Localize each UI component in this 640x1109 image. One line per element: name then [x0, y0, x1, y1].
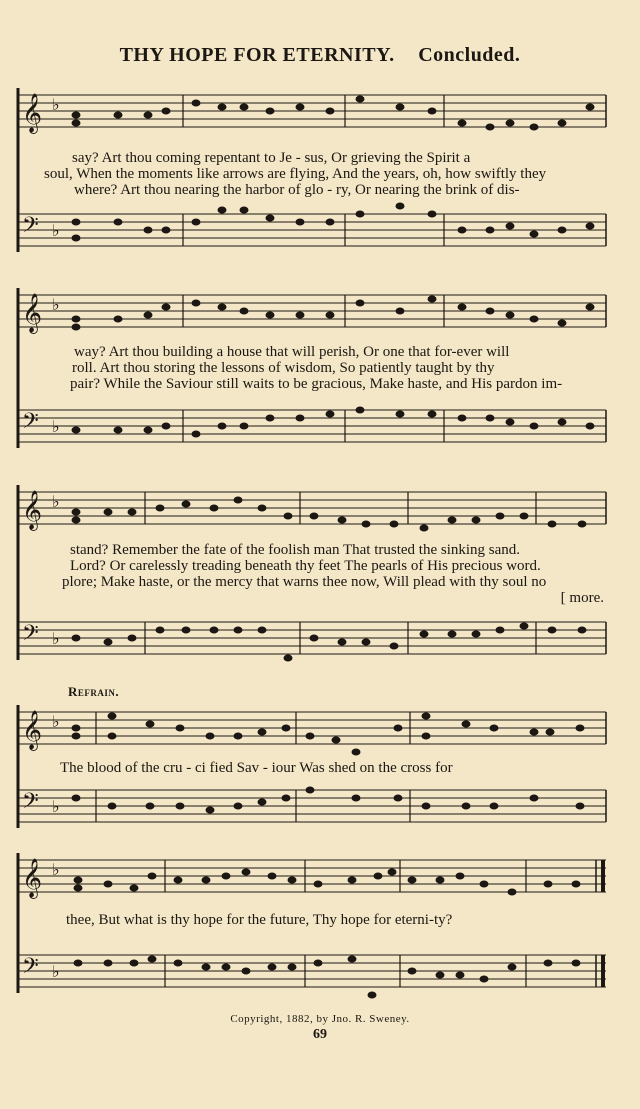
hymn-title: THY HOPE FOR ETERNITY. — [119, 44, 395, 66]
flat-key-signature-icon: ♭ — [52, 712, 60, 731]
lyric-line: pair? While the Saviour still waits to be gracious, Make haste, and His pardon im- — [70, 376, 563, 392]
flat-key-signature-icon: ♭ — [52, 492, 60, 511]
treble-clef-icon: 𝄞 — [22, 710, 43, 750]
flat-key-signature-icon: ♭ — [52, 860, 60, 879]
lyric-line: where? Art thou nearing the harbor of glo - ry, Or nearing the brink of dis- — [74, 182, 520, 198]
refrain-lyric-line: thee, But what is thy hope for the future, Thy hope for eterni-ty? — [66, 912, 453, 928]
lyric-line: way? Art thou building a house that will perish, Or one that for-ever will — [74, 344, 510, 360]
flat-key-signature-icon: ♭ — [52, 629, 60, 648]
flat-key-signature-icon: ♭ — [52, 962, 60, 981]
lyric-line: roll. Art thou storing the lessons of wisdom, So patiently taught by thy — [72, 360, 495, 376]
refrain-lyric-line: The blood of the cru - ci fied Sav - iour Was shed on the cross for — [60, 760, 453, 776]
refrain-label: Refrain. — [68, 684, 120, 699]
page-number: 69 — [313, 1027, 327, 1042]
copyright-notice: Copyright, 1882, by Jno. R. Sweney. — [230, 1013, 410, 1025]
lyric-line: Lord? Or carelessly treading beneath thy feet The pearls of His precious word. — [70, 558, 541, 574]
flat-key-signature-icon: ♭ — [52, 221, 60, 240]
lyric-line-continuation: [ more. — [560, 590, 604, 606]
hymn-title-suffix: Concluded. — [418, 44, 521, 66]
bass-clef-icon: 𝄢 — [22, 409, 39, 439]
lyric-line: say? Art thou coming repentant to Je - sus, Or grieving the Spirit a — [72, 150, 471, 166]
treble-clef-icon: 𝄞 — [22, 93, 43, 133]
lyric-line: plore; Make haste, or the mercy that warns thee now, Will plead with thy soul no — [62, 574, 547, 590]
treble-clef-icon: 𝄞 — [22, 293, 43, 333]
treble-clef-icon: 𝄞 — [22, 858, 43, 898]
bass-clef-icon: 𝄢 — [22, 954, 39, 984]
treble-clef-icon: 𝄞 — [22, 490, 43, 530]
flat-key-signature-icon: ♭ — [52, 417, 60, 436]
bass-clef-icon: 𝄢 — [22, 213, 39, 243]
bass-clef-icon: 𝄢 — [22, 621, 39, 651]
lyric-line: soul, When the moments like arrows are flying, And the years, oh, how swiftly they — [44, 166, 547, 182]
bass-clef-icon: 𝄢 — [22, 789, 39, 819]
lyric-line: stand? Remember the fate of the foolish man That trusted the sinking sand. — [70, 542, 521, 558]
flat-key-signature-icon: ♭ — [52, 95, 60, 114]
flat-key-signature-icon: ♭ — [52, 295, 60, 314]
flat-key-signature-icon: ♭ — [52, 797, 60, 816]
